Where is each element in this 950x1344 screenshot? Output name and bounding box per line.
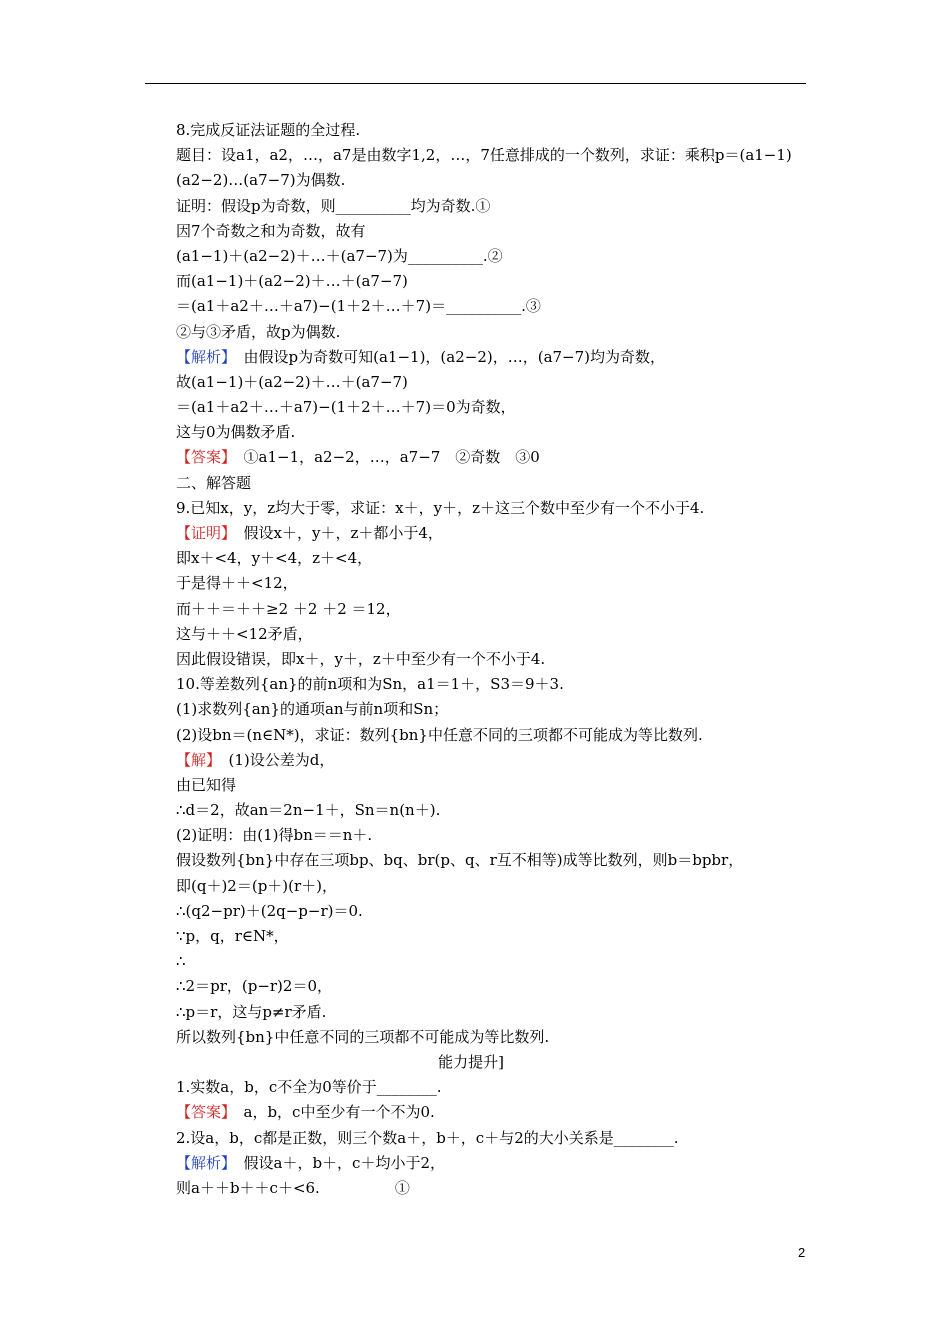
text-line: [176, 1126, 816, 1151]
text-line: [176, 974, 816, 999]
text-line: [176, 647, 816, 672]
text-line: [176, 395, 816, 420]
line-text: 假设a＋，b＋，c＋均小于2，: [228, 1153, 446, 1172]
line-text: (1)设公差为d，: [213, 750, 335, 769]
line-text: (2)证明：由(1)得bn＝＝n＋.: [176, 826, 373, 845]
line-text: 二、解答题: [176, 473, 252, 492]
text-line: [176, 697, 816, 722]
line-text: 证明：假设p为奇数，则__________均为奇数.①: [176, 196, 491, 215]
text-line: [176, 118, 816, 143]
line-text: ＝(a1＋a2＋…＋a7)−(1＋2＋…＋7)＝__________.③: [176, 297, 541, 316]
line-text: 假设数列{bn}中存在三项bp、bq、br(p、q、r互不相等)成等比数列，则b＝bpbr，: [176, 851, 744, 870]
text-line: [176, 848, 816, 873]
line-text: 即x＋<4，y＋<4，z＋<4，: [176, 549, 373, 568]
text-line: [176, 773, 816, 798]
line-text: 即(q＋)2＝(p＋)(r＋)，: [176, 876, 338, 895]
line-text: 假设x＋，y＋，z＋都小于4，: [228, 524, 443, 542]
line-text: (1)求数列{an}的通项an与前n项和Sn；: [176, 700, 449, 719]
text-line: [176, 672, 816, 697]
line-text: 因7个奇数之和为奇数，故有: [176, 221, 366, 240]
line-text: 9.已知x，y，z均大于零，求证：x＋，y＋，z＋这三个数中至少有一个不小于4.: [176, 498, 705, 517]
line-text: ＝(a1＋a2＋…＋a7)−(1＋2＋…＋7)＝0为奇数，: [176, 398, 516, 417]
line-text: ∴2＝pr，(p−r)2＝0，: [176, 977, 332, 996]
text-line: [176, 445, 816, 470]
text-line: [176, 949, 816, 974]
line-text: 这与＋＋<12矛盾，: [176, 624, 313, 643]
line-text: ①a1−1，a2−2，…，a7−7 ②奇数 ③0: [228, 448, 540, 467]
line-text: 而＋＋＝＋＋≥2 ＋2 ＋2 ＝12，: [176, 599, 401, 618]
header-rule: [145, 83, 806, 84]
text-line: [176, 294, 816, 319]
text-line: [176, 571, 816, 596]
line-text: a，b，c中至少有一个不为0.: [228, 1103, 435, 1122]
line-text: 因此假设错误，即x＋，y＋，z＋中至少有一个不小于4.: [176, 649, 546, 668]
label-tag: 【证明】: [176, 524, 229, 542]
text-line: [176, 1176, 816, 1201]
line-text: ∴: [176, 952, 186, 971]
page-number: 2: [798, 1245, 806, 1260]
line-text: ②与③矛盾，故p为偶数.: [176, 322, 341, 341]
line-text: 这与0为偶数矛盾.: [176, 423, 296, 442]
line-text: (a2−2)…(a7−7)为偶数.: [176, 171, 346, 190]
line-text: 故(a1−1)＋(a2−2)＋…＋(a7−7): [176, 372, 408, 391]
line-text: 而(a1−1)＋(a2−2)＋…＋(a7−7): [176, 272, 408, 291]
line-text: ∴p＝r，这与p≠r矛盾.: [176, 1002, 327, 1021]
text-line: [176, 1075, 816, 1100]
text-line: [176, 823, 816, 848]
line-text: 由已知得: [176, 775, 237, 794]
label-tag: 【解析】: [176, 1153, 229, 1172]
text-line: [176, 1025, 816, 1050]
text-line: [176, 471, 816, 496]
text-line: [176, 370, 816, 395]
text-line: [176, 320, 816, 345]
text-line: [176, 345, 816, 370]
label-tag: 【解】: [176, 750, 214, 769]
text-line: [176, 168, 816, 193]
line-text: 能力提升]: [438, 1052, 504, 1071]
label-tag: 【解析】: [176, 347, 229, 366]
document-body: [176, 118, 816, 1201]
line-text: ∴d＝2，故an＝2n−1＋，Sn＝n(n＋).: [176, 801, 441, 820]
label-tag: 【答案】: [176, 1103, 229, 1122]
text-line: [176, 924, 816, 949]
line-text: ∵p，q，r∈N*，: [176, 927, 289, 945]
text-line: [176, 496, 816, 521]
line-text: 所以数列{bn}中任意不同的三项都不可能成为等比数列.: [176, 1027, 550, 1046]
text-line: [176, 622, 816, 647]
text-line: [176, 874, 816, 899]
text-line: [176, 597, 816, 622]
text-line: [176, 798, 816, 823]
text-line: [176, 194, 816, 219]
text-line: [176, 269, 816, 294]
line-text: (a1−1)＋(a2−2)＋…＋(a7−7)为__________.②: [176, 246, 503, 265]
label-tag: 【答案】: [176, 448, 229, 467]
line-text: 2.设a，b，c都是正数，则三个数a＋，b＋，c＋与2的大小关系是________.: [176, 1128, 679, 1147]
section-heading: [176, 1050, 816, 1075]
line-text: 由假设p为奇数可知(a1−1)，(a2−2)，…，(a7−7)均为奇数，: [228, 347, 666, 366]
line-text: ∴(q2−pr)＋(2q−p−r)＝0.: [176, 901, 363, 920]
text-line: [176, 219, 816, 244]
line-text: 10.等差数列{an}的前n项和为Sn，a1＝1＋，S3＝9＋3.: [176, 675, 564, 694]
text-line: [176, 244, 816, 269]
text-line: [176, 1100, 816, 1125]
text-line: [176, 748, 816, 773]
text-line: [176, 723, 816, 748]
line-text: (2)设bn＝(n∈N*)，求证：数列{bn}中任意不同的三项都不可能成为等比数列.: [176, 725, 703, 744]
text-line: [176, 546, 816, 571]
text-line: [176, 143, 816, 168]
text-line: [176, 420, 816, 445]
text-line: [176, 521, 816, 546]
text-line: [176, 899, 816, 924]
text-line: [176, 1000, 816, 1025]
line-text: 则a＋＋b＋＋c＋<6. ①: [176, 1178, 410, 1197]
line-text: 题目：设a1，a2，…，a7是由数字1,2，…，7任意排成的一个数列，求证：乘积p＝(a1−1): [176, 146, 792, 165]
line-text: 1.实数a，b，c不全为0等价于________.: [176, 1078, 442, 1097]
text-line: [176, 1151, 816, 1176]
line-text: 于是得＋＋<12，: [176, 574, 298, 593]
line-text: 8.完成反证法证题的全过程.: [176, 121, 361, 139]
